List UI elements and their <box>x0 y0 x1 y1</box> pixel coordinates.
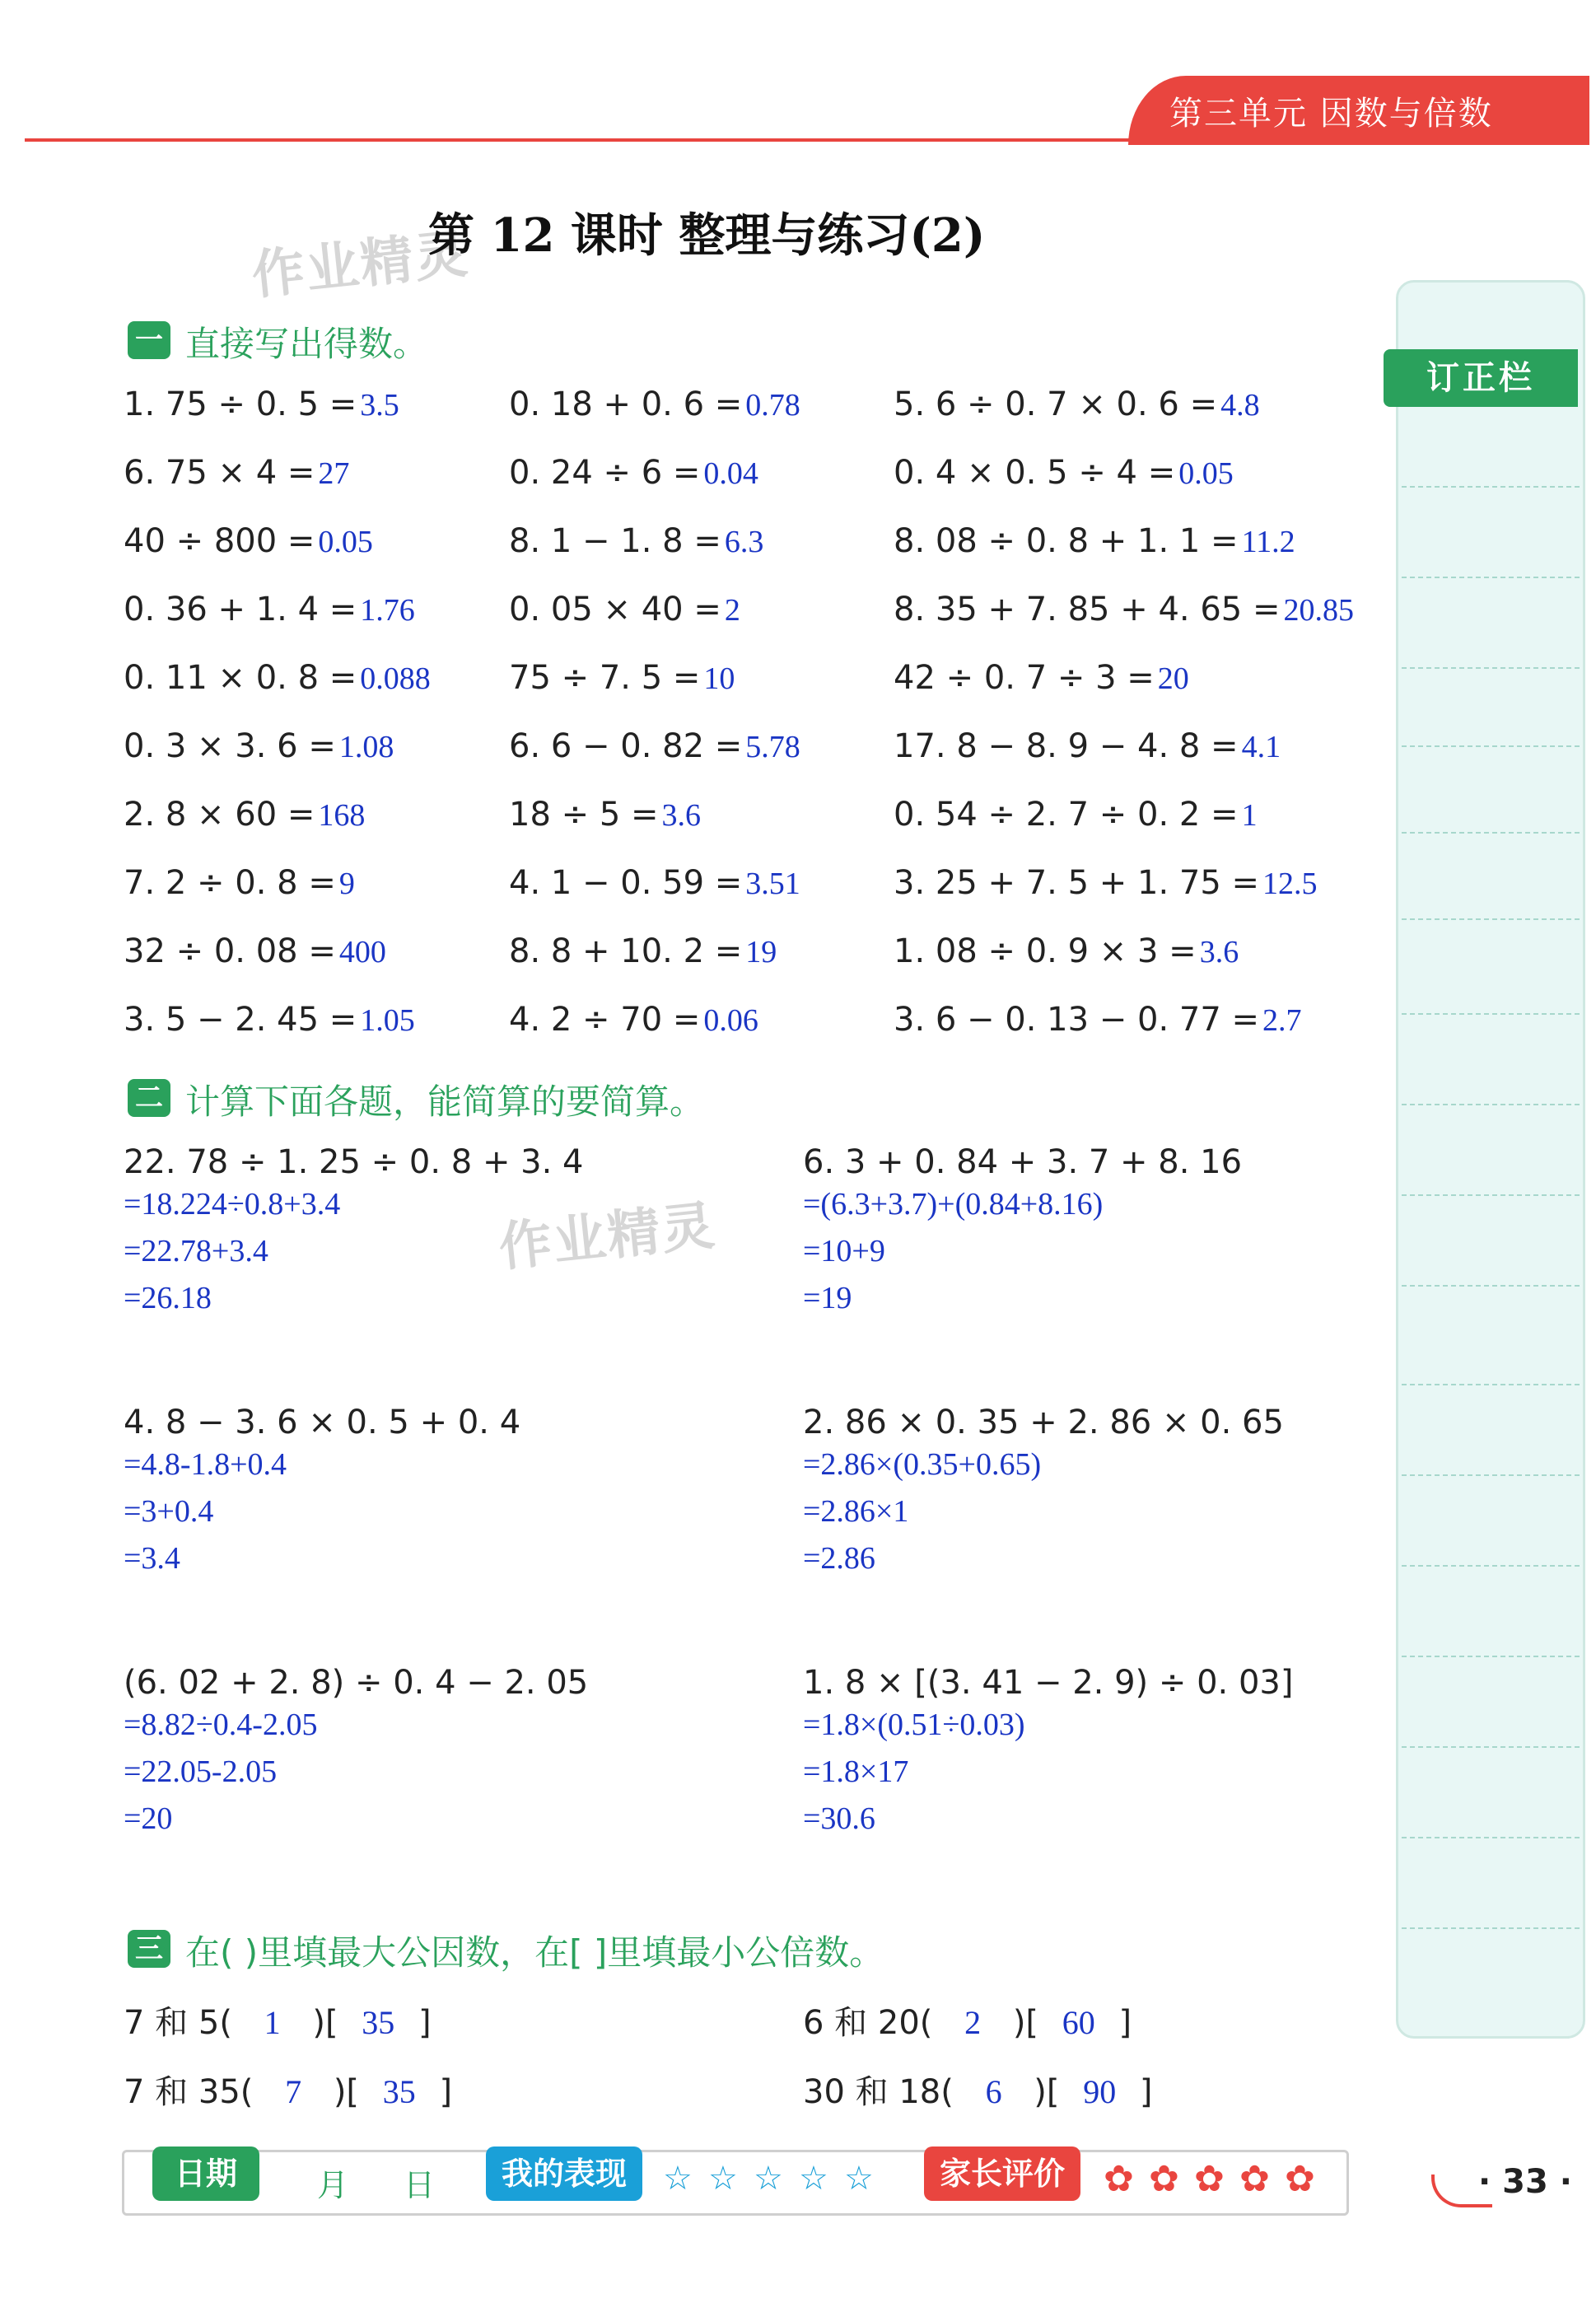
solution-step: =1.8×(0.51÷0.03) <box>803 1707 1025 1742</box>
answer: 20.85 <box>1283 593 1354 628</box>
number-pair: 6 和 20 <box>803 2004 920 2042</box>
star-icon: ☆ <box>844 2160 874 2198</box>
oral-problem <box>124 1001 415 1039</box>
paren-close-bracket-open: )[ <box>323 2073 370 2111</box>
problem-text: 4. 1 − 0. 59 = <box>509 864 743 902</box>
section-3-title: 在( )里填最大公因数，在[ ]里填最小公倍数。 <box>185 1932 884 1973</box>
my-performance-label: 我的表现 <box>486 2147 642 2201</box>
star-icon: ☆ <box>708 2160 738 2198</box>
parent-eval-label: 家长评价 <box>924 2147 1080 2201</box>
problem-text: 0. 24 ÷ 6 = <box>509 454 701 492</box>
lcm-answer: 35 <box>362 2004 395 2041</box>
watermark: 作业精灵 <box>496 1195 719 1279</box>
correction-line <box>1402 745 1580 747</box>
section-2-number: 二 <box>128 1079 170 1117</box>
star-icon: ☆ <box>663 2160 693 2198</box>
solution-step: =30.6 <box>803 1801 875 1836</box>
unit-title: 第三单元 因数与倍数 <box>1169 95 1493 133</box>
correction-line <box>1402 486 1580 488</box>
problem-text: 75 ÷ 7. 5 = <box>509 659 701 697</box>
answer: 11.2 <box>1241 525 1295 559</box>
problem-text: 42 ÷ 0. 7 ÷ 3 = <box>894 659 1155 697</box>
answer: 10 <box>703 661 735 696</box>
oral-problem <box>124 932 386 970</box>
oral-problem <box>124 591 415 628</box>
month-label: 月 <box>317 2167 349 2203</box>
problem-text: 7. 2 ÷ 0. 8 = <box>124 864 336 902</box>
solution-step: =3.4 <box>124 1541 180 1576</box>
oral-problem <box>894 591 1354 628</box>
correction-line <box>1402 1104 1580 1105</box>
section-2-title: 计算下面各题，能简算的要简算。 <box>185 1081 705 1122</box>
oral-problem <box>124 727 394 765</box>
paren-open: ( <box>919 2004 944 2042</box>
solution-step: =2.86×(0.35+0.65) <box>803 1447 1042 1482</box>
correction-panel-label: 订正栏 <box>1384 349 1578 407</box>
problem-text: 5. 6 ÷ 0. 7 × 0. 6 = <box>894 385 1218 423</box>
section-3-number: 三 <box>128 1930 170 1968</box>
problem-text: 2. 8 × 60 = <box>124 796 315 834</box>
answer: 0.088 <box>360 661 431 696</box>
correction-line <box>1402 1474 1580 1476</box>
gcd-lcm-item <box>124 2066 452 2113</box>
answer: 12.5 <box>1262 867 1318 901</box>
oral-problem <box>124 385 399 423</box>
paren-close-bracket-open: )[ <box>1002 2004 1049 2042</box>
section-1-number: 一 <box>128 321 170 359</box>
problem-text: 3. 6 − 0. 13 − 0. 77 = <box>894 1001 1260 1039</box>
oral-problem <box>509 385 800 423</box>
gcd-lcm-item <box>803 2066 1153 2113</box>
bracket-close: ] <box>428 2073 453 2111</box>
lesson-title: 第 12 课时 整理与练习(2) <box>428 208 986 263</box>
solution-step: =20 <box>124 1801 173 1836</box>
calc-problem: 6. 3 + 0. 84 + 3. 7 + 8. 16 <box>803 1143 1243 1181</box>
problem-text: 0. 36 + 1. 4 = <box>124 591 357 628</box>
problem-text: 17. 8 − 8. 9 − 4. 8 = <box>894 727 1239 765</box>
flower-icon: ✿ <box>1149 2158 1179 2200</box>
oral-problem <box>509 796 701 834</box>
oral-problem <box>509 522 763 560</box>
oral-problem <box>894 727 1281 765</box>
answer: 1.05 <box>360 1003 415 1038</box>
problem-text: 8. 8 + 10. 2 = <box>509 932 743 970</box>
problem-text: 3. 25 + 7. 5 + 1. 75 = <box>894 864 1260 902</box>
answer: 3.51 <box>745 867 800 901</box>
oral-problem <box>894 864 1318 902</box>
answer: 3.5 <box>360 388 399 423</box>
lcm-answer: 60 <box>1062 2004 1095 2041</box>
problem-text: 8. 1 − 1. 8 = <box>509 522 721 560</box>
gcd-lcm-item <box>124 1997 432 2044</box>
oral-problem <box>509 864 800 902</box>
oral-problem <box>124 522 373 560</box>
gcd-answer: 2 <box>964 2004 982 2041</box>
problem-text: 1. 75 ÷ 0. 5 = <box>124 385 357 423</box>
answer: 0.06 <box>703 1003 758 1038</box>
calc-problem: (6. 02 + 2. 8) ÷ 0. 4 − 2. 05 <box>124 1664 589 1702</box>
flower-icon: ✿ <box>1104 2158 1134 2200</box>
problem-text: 0. 4 × 0. 5 ÷ 4 = <box>894 454 1176 492</box>
oral-problem <box>509 659 735 697</box>
problem-text: 18 ÷ 5 = <box>509 796 659 834</box>
answer: 9 <box>338 867 355 901</box>
problem-text: 6. 75 × 4 = <box>124 454 315 492</box>
answer: 0.05 <box>318 525 373 559</box>
oral-problem <box>894 1001 1302 1039</box>
problem-text: 40 ÷ 800 = <box>124 522 315 560</box>
correction-line <box>1402 1384 1580 1385</box>
solution-step: =18.224÷0.8+3.4 <box>124 1187 341 1222</box>
day-label: 日 <box>404 2167 436 2203</box>
oral-problem <box>894 659 1189 697</box>
solution-step: =3+0.4 <box>124 1494 214 1529</box>
solution-step: =22.05-2.05 <box>124 1754 278 1789</box>
answer: 0.78 <box>745 388 800 423</box>
answer: 6.3 <box>724 525 764 559</box>
date-label: 日期 <box>152 2147 259 2201</box>
calc-problem: 22. 78 ÷ 1. 25 ÷ 0. 8 + 3. 4 <box>124 1143 584 1181</box>
gcd-lcm-item <box>803 1997 1132 2044</box>
solution-step: =2.86 <box>803 1541 875 1576</box>
answer: 27 <box>318 456 350 491</box>
oral-problem <box>509 727 800 765</box>
oral-problem <box>124 864 355 902</box>
answer: 20 <box>1157 661 1189 696</box>
paren-open: ( <box>219 2004 243 2042</box>
answer: 4.1 <box>1241 730 1281 764</box>
solution-step: =26.18 <box>124 1281 212 1315</box>
oral-problem <box>894 454 1234 492</box>
solution-step: =19 <box>803 1281 852 1315</box>
problem-text: 0. 3 × 3. 6 = <box>124 727 336 765</box>
answer: 2 <box>724 593 740 628</box>
oral-problem <box>509 454 758 492</box>
oral-problem <box>124 454 349 492</box>
paren-open: ( <box>240 2073 264 2111</box>
oral-problem <box>509 591 740 628</box>
answer: 5.78 <box>745 730 800 764</box>
number-pair: 30 和 18 <box>803 2073 941 2111</box>
answer: 4.8 <box>1220 388 1260 423</box>
problem-text: 0. 05 × 40 = <box>509 591 721 628</box>
paren-close-bracket-open: )[ <box>1023 2073 1071 2111</box>
lcm-answer: 35 <box>382 2073 416 2110</box>
correction-line <box>1402 1746 1580 1748</box>
answer: 168 <box>318 798 366 833</box>
correction-line <box>1402 1927 1580 1929</box>
problem-text: 32 ÷ 0. 08 = <box>124 932 336 970</box>
correction-line <box>1402 1013 1580 1015</box>
solution-step: =8.82÷0.4-2.05 <box>124 1707 318 1742</box>
problem-text: 8. 08 ÷ 0. 8 + 1. 1 = <box>894 522 1239 560</box>
oral-problem <box>124 659 431 697</box>
oral-problem <box>124 796 365 834</box>
watermark: 作业精灵 <box>249 223 472 307</box>
answer: 3.6 <box>1199 935 1239 969</box>
answer: 2.7 <box>1262 1003 1302 1038</box>
gcd-answer: 6 <box>985 2073 1002 2110</box>
solution-step: =2.86×1 <box>803 1494 909 1529</box>
oral-problem <box>894 385 1260 423</box>
lcm-answer: 90 <box>1083 2073 1117 2110</box>
page-number: · 33 · <box>1478 2163 1572 2201</box>
paren-open: ( <box>940 2073 964 2111</box>
solution-step: =(6.3+3.7)+(0.84+8.16) <box>803 1187 1104 1222</box>
calc-problem: 4. 8 − 3. 6 × 0. 5 + 0. 4 <box>124 1404 521 1441</box>
number-pair: 7 和 35 <box>124 2073 240 2111</box>
answer: 1.76 <box>360 593 415 628</box>
gcd-answer: 7 <box>285 2073 302 2110</box>
answer: 3.6 <box>661 798 702 833</box>
star-icon: ☆ <box>754 2160 783 2198</box>
correction-line <box>1402 918 1580 920</box>
solution-step: =1.8×17 <box>803 1754 909 1789</box>
correction-line <box>1402 832 1580 834</box>
star-icon: ☆ <box>799 2160 828 2198</box>
calc-problem: 1. 8 × [(3. 41 − 2. 9) ÷ 0. 03] <box>803 1664 1294 1702</box>
bracket-close: ] <box>408 2004 432 2042</box>
correction-line <box>1402 1285 1580 1287</box>
oral-problem <box>509 1001 758 1039</box>
paren-close-bracket-open: )[ <box>301 2004 349 2042</box>
answer: 0.05 <box>1178 456 1234 491</box>
problem-text: 6. 6 − 0. 82 = <box>509 727 743 765</box>
bracket-close: ] <box>1108 2004 1132 2042</box>
problem-text: 0. 54 ÷ 2. 7 ÷ 0. 2 = <box>894 796 1239 834</box>
section-1-title: 直接写出得数。 <box>185 324 428 364</box>
correction-line <box>1402 667 1580 669</box>
correction-line <box>1402 1565 1580 1567</box>
problem-text: 1. 08 ÷ 0. 9 × 3 = <box>894 932 1197 970</box>
oral-problem <box>894 522 1295 560</box>
answer: 19 <box>745 935 777 969</box>
answer: 400 <box>338 935 386 969</box>
answer: 1.08 <box>338 730 394 764</box>
problem-text: 0. 18 + 0. 6 = <box>509 385 743 423</box>
problem-text: 4. 2 ÷ 70 = <box>509 1001 701 1039</box>
number-pair: 7 和 5 <box>124 2004 220 2042</box>
correction-line <box>1402 577 1580 578</box>
oral-problem <box>894 932 1239 970</box>
problem-text: 3. 5 − 2. 45 = <box>124 1001 357 1039</box>
flower-icon: ✿ <box>1194 2158 1225 2200</box>
problem-text: 8. 35 + 7. 85 + 4. 65 = <box>894 591 1281 628</box>
solution-step: =22.78+3.4 <box>124 1234 268 1268</box>
flower-icon: ✿ <box>1239 2158 1270 2200</box>
flower-icon: ✿ <box>1285 2158 1315 2200</box>
answer: 0.04 <box>703 456 758 491</box>
solution-step: =4.8-1.8+0.4 <box>124 1447 287 1482</box>
calc-problem: 2. 86 × 0. 35 + 2. 86 × 0. 65 <box>803 1404 1284 1441</box>
bracket-close: ] <box>1129 2073 1153 2111</box>
answer: 1 <box>1241 798 1258 833</box>
gcd-answer: 1 <box>264 2004 281 2041</box>
correction-line <box>1402 1194 1580 1196</box>
correction-panel <box>1396 280 1585 2039</box>
correction-line <box>1402 1656 1580 1657</box>
correction-line <box>1402 1837 1580 1838</box>
oral-problem <box>509 932 777 970</box>
solution-step: =10+9 <box>803 1234 885 1268</box>
oral-problem <box>894 796 1258 834</box>
problem-text: 0. 11 × 0. 8 = <box>124 659 357 697</box>
